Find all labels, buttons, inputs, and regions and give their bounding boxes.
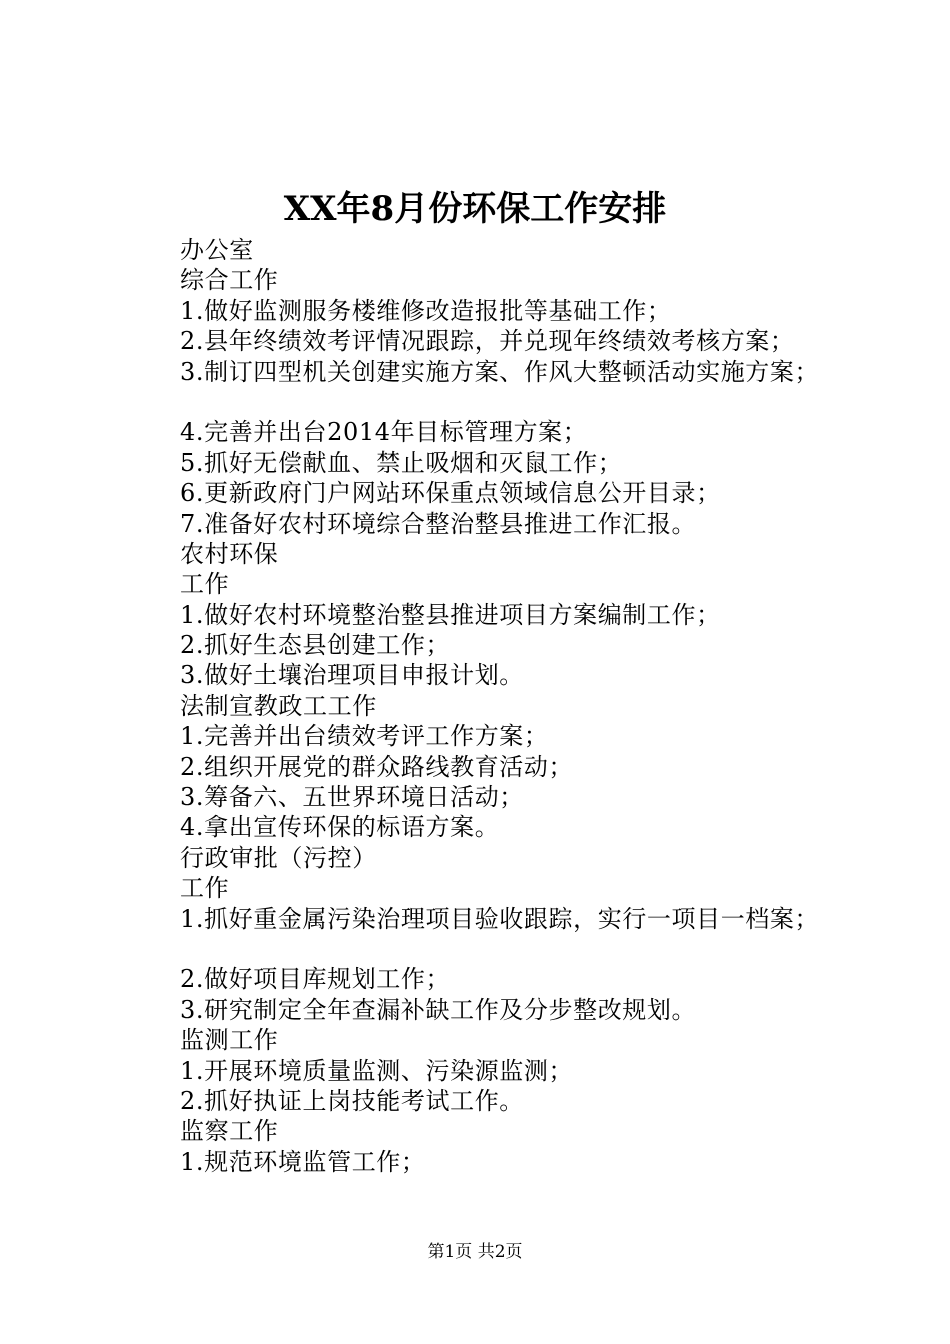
list-item: 1.完善并出台绩效考评工作方案； [180,722,549,751]
list-item: 3.制订四型机关创建实施方案、作风大整顿活动实施方案； [180,357,820,386]
page-title: XX年8月份环保工作安排 [283,189,667,229]
section-heading: 工作 [180,874,230,903]
list-item: 2.县年终绩效考评情况跟踪，并兑现年终绩效考核方案； [180,327,795,356]
section-heading: 农村环保 [180,539,279,568]
list-item: 1.规范环境监管工作； [180,1147,426,1176]
section-heading: 监测工作 [180,1026,279,1055]
section-heading: 行政审批（污控） [180,843,377,872]
list-item: 2.抓好执证上岗技能考试工作。 [180,1086,524,1115]
section-heading: 监察工作 [180,1117,279,1146]
list-item: 3.做好土壤治理项目申报计划。 [180,661,524,690]
blank-line [180,934,880,964]
list-item: 4.完善并出台2014年目标管理方案； [180,418,588,447]
list-item: 1.做好监测服务楼维修改造报批等基础工作； [180,296,672,325]
list-item: 3.筹备六、五世界环境日活动； [180,783,524,812]
list-item: 1.开展环境质量监测、污染源监测； [180,1056,574,1085]
list-item: 2.抓好生态县创建工作； [180,631,451,660]
page-footer: 第1页 共2页 [427,1242,523,1262]
section-heading: 办公室 [180,236,254,264]
list-item: 1.做好农村环境整治整县推进项目方案编制工作； [180,600,721,629]
list-item: 6.更新政府门户网站环保重点领域信息公开目录； [180,479,721,508]
list-item: 2.组织开展党的群众路线教育活动； [180,752,574,781]
blank-line [180,387,880,417]
document-body [180,235,880,1177]
section-heading: 法制宣教政工工作 [180,691,377,720]
list-item: 4.拿出宣传环保的标语方案。 [180,813,500,842]
section-heading: 工作 [180,570,230,599]
list-item: 1.抓好重金属污染治理项目验收跟踪，实行一项目一档案； [180,904,820,933]
list-item: 3.研究制定全年查漏补缺工作及分步整改规划。 [180,995,697,1024]
list-item: 2.做好项目库规划工作； [180,965,451,994]
list-item: 7.准备好农村环境综合整治整县推进工作汇报。 [180,509,697,538]
list-item: 5.抓好无偿献血、禁止吸烟和灭鼠工作； [180,448,623,477]
section-heading: 综合工作 [180,266,279,295]
